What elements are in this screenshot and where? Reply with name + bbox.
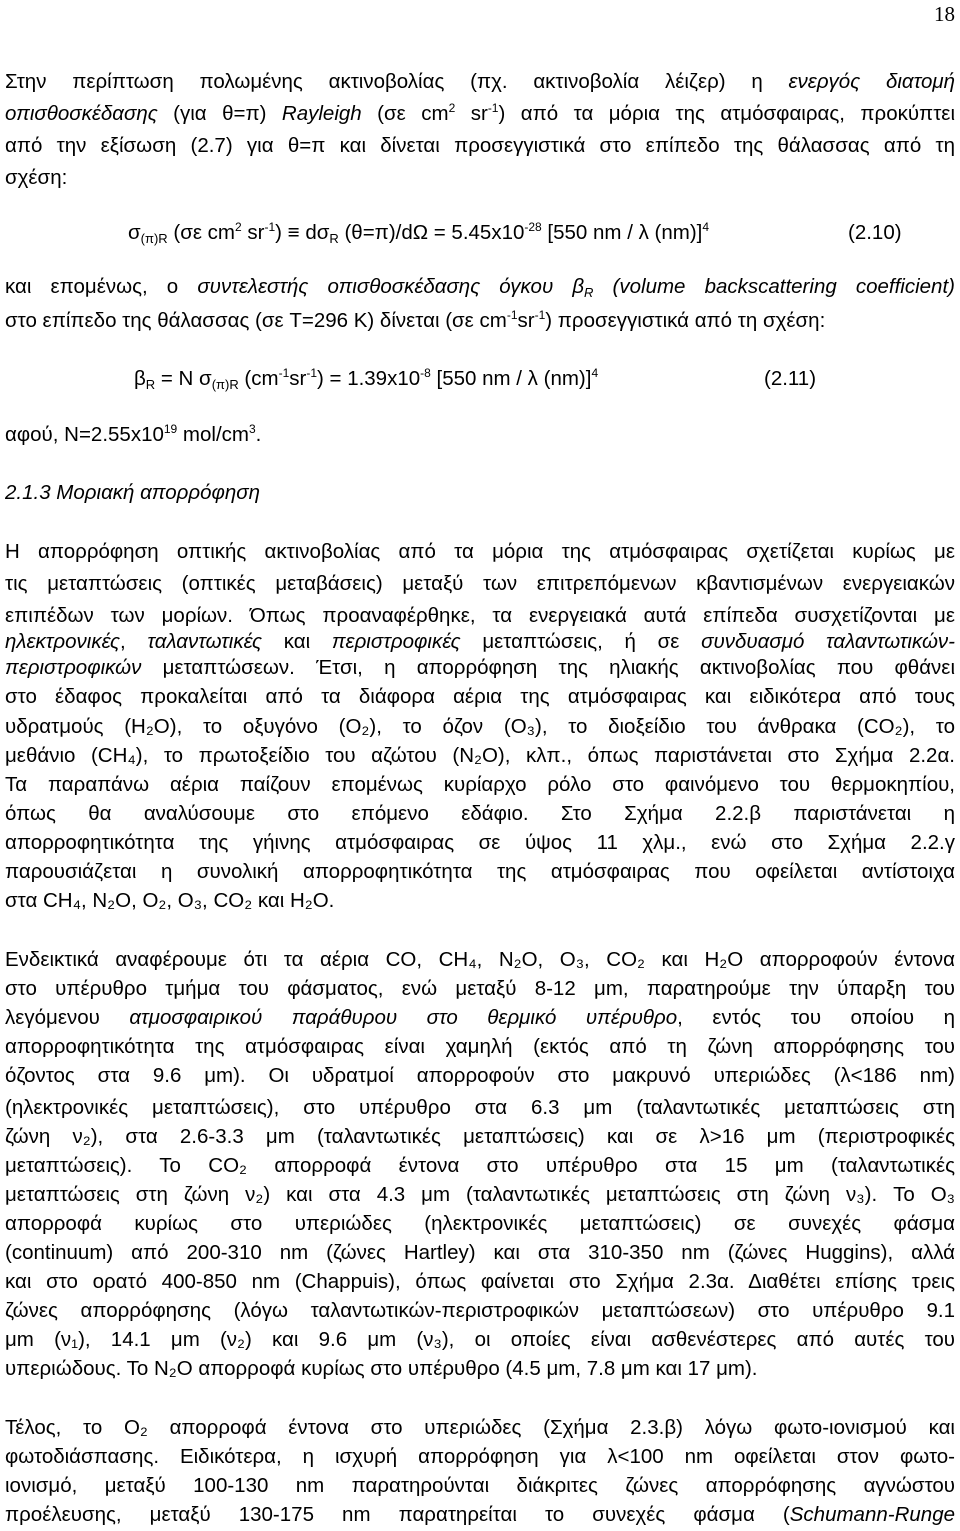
para4-line-14: μm (ν₁), 14.1 μm (ν₂) και 9.6 μm (ν₃), οι οποίες είναι ασθενέστερες από αυτές του	[5, 1328, 955, 1351]
para1-line-2: οπισθοσκέδασης (για θ=π) Rayleigh (σε $cm^2$ $sr^{-1}$) από τα μόρια της ατμόσφαιρας, προκύπτει	[5, 101, 955, 125]
equation-2-10-number: (2.10)	[848, 221, 902, 244]
para5-line-3: ιονισμό, μεταξύ 100-130 nm παρατηρούνται διάκριτες ζώνες απορρόφησης αγνώστου	[5, 1474, 955, 1497]
page-number: 18	[934, 2, 955, 26]
equation-2-11: $\beta_R = N$ $\sigma_{(\pi)R}$ $(cm^{-1}sr^{-1}) = 1.39x10^{-8}$ [550 nm / λ (nm)]$^4$	[134, 366, 599, 392]
para3-line-4: ηλεκτρονικές, ταλαντωτικές και περιστροφικές μεταπτώσεις, ή σε συνδυασμό ταλαντωτικών-	[5, 630, 955, 653]
para3-line-7: υδρατμούς (H₂O), το οξυγόνο (O₂), το όζον (O₃), το διοξείδιο του άνθρακα (CO₂), το	[5, 715, 955, 738]
para2-line-2: στο επίπεδο της θάλασσας (σε T=296 K) δίνεται (σε $cm^{-1}sr^{-1}$) προσεγγιστικά από τη σχέση:	[5, 308, 826, 332]
para4-line-13: ζώνες απορρόφησης (λόγω ταλαντωτικών-περιστροφικών μεταπτώσεων) στο υπέρυθρο 9.1	[5, 1299, 955, 1322]
para1-line-4: σχέση:	[5, 166, 68, 189]
para3-line-8: μεθάνιο (CH₄), το πρωτοξείδιο του αζώτου (N₂O), κλπ., όπως παριστάνεται στο Σχήμα 2.2α.	[5, 744, 955, 767]
para4-line-10: απορροφά κυρίως στο υπεριώδες (ηλεκτρονικές μεταπτώσεις) σε συνεχές φάσμα	[5, 1212, 955, 1235]
para1-line-3: από την εξίσωση (2.7) για θ=π και δίνεται προσεγγιστικά στο επίπεδο της θάλασσας από τη	[5, 134, 955, 157]
para3-line-11: απορροφητικότητα της γήινης ατμόσφαιρας σε ύψος 11 χλμ., ενώ στο Σχήμα 2.2.γ	[5, 831, 955, 854]
para3-line-6: στο έδαφος προκαλείται από τα διάφορα αέρια της ατμόσφαιρας και ειδικότερα από τους	[5, 685, 955, 708]
where-line: αφού, $N=2.55x10^{19}$ mol/$cm^3$.	[5, 422, 262, 446]
para1-line-1: Στην περίπτωση πολωμένης ακτινοβολίας (πχ. ακτινοβολία λέιζερ) η ενεργός διατομή	[5, 70, 955, 93]
para4-line-2: στο υπέρυθρο τμήμα του φάσματος, ενώ μεταξύ 8-12 μm, παρατηρούμε την ύπαρξη του	[5, 977, 955, 1000]
para4-line-15: υπεριώδους. Το N₂O απορροφά κυρίως στο υπέρυθρο (4.5 μm, 7.8 μm και 17 μm).	[5, 1357, 758, 1380]
para3-line-3: επιπέδων των μορίων. Όπως προαναφέρθηκε, τα ενεργειακά αυτά επίπεδα συσχετίζονται με	[5, 604, 955, 627]
para3-line-10: όπως θα αναλύσουμε στο επόμενο εδάφιο. Στο Σχήμα 2.2.β παριστάνεται η	[5, 802, 955, 825]
para3-line-12: παρουσιάζεται η συνολική απορροφητικότητα της ατμόσφαιρας που οφείλεται αντίστοιχα	[5, 860, 955, 883]
para4-line-11: (continuum) από 200-310 nm (ζώνες Hartley) και στα 310-350 nm (ζώνες Huggins), αλλά	[5, 1241, 955, 1264]
equation-2-10: $\sigma_{(\pi)R}$ (σε $cm^2$ $sr^{-1}) \equiv d\sigma_R$ $(\theta=\pi)/d\Omega = 5.45x10^{-28}$ [550 nm / λ (nm)]$^4$	[128, 220, 710, 246]
para4-line-9: μεταπτώσεις στη ζώνη ν₂) και στα 4.3 μm (ταλαντωτικές μεταπτώσεις στη ζώνη ν₃). Το O₃	[5, 1183, 955, 1206]
para3-line-9: Τα παραπάνω αέρια παίζουν επομένως κυρίαρχο ρόλο στο φαινόμενο του θερμοκηπίου,	[5, 773, 955, 796]
para3-line-1: Η απορρόφηση οπτικής ακτινοβολίας από τα μόρια της ατμόσφαιρας σχετίζεται κυρίως με	[5, 540, 955, 563]
para4-line-5: όζοντος στα 9.6 μm). Οι υδρατμοί απορροφούν στο μακρυνό υπεριώδες (λ<186 nm)	[5, 1064, 955, 1087]
para4-line-4: απορροφητικότητα της ατμόσφαιρας είναι χαμηλή (εκτός από τη ζώνη απορρόφησης του	[5, 1035, 955, 1058]
para4-line-6: (ηλεκτρονικές μεταπτώσεις), στο υπέρυθρο στα 6.3 μm (ταλαντωτικές μεταπτώσεις στη	[5, 1096, 955, 1119]
para4-line-8: μεταπτώσεις). Το CO₂ απορροφά έντονα στο υπέρυθρο στα 15 μm (ταλαντωτικές	[5, 1154, 955, 1177]
para3-line-5: περιστροφικών μεταπτώσεων. Έτσι, η απορρόφηση της ηλιακής ακτινοβολίας που φθάνει	[5, 656, 955, 679]
para3-line-2: τις μεταπτώσεις (οπτικές μεταβάσεις) μεταξύ των επιτρεπόμενων κβαντισμένων ενεργειακών	[5, 572, 955, 595]
para5-line-4: προέλευσης, μεταξύ 130-175 nm παρατηρείται το συνεχές φάσμα (Schumann-Runge	[5, 1503, 955, 1526]
para3-line-13: στα CH₄, N₂O, O₂, O₃, CO₂ και H₂O.	[5, 889, 335, 912]
section-heading: 2.1.3 Μοριακή απορρόφηση	[5, 481, 260, 504]
para4-line-7: ζώνη ν₂), στα 2.6-3.3 μm (ταλαντωτικές μεταπτώσεις) και σε λ>16 μm (περιστροφικές	[5, 1125, 955, 1148]
para2-line-1: και επομένως, ο συντελεστής οπισθοσκέδασης όγκου $\beta_R$ (volume backscattering coefficient)	[5, 275, 955, 300]
para4-line-1: Ενδεικτικά αναφέρουμε ότι τα αέρια CO, CH₄, N₂O, O₃, CO₂ και H₂O απορροφούν έντονα	[5, 948, 955, 971]
equation-2-11-number: (2.11)	[764, 367, 817, 390]
para4-line-3: λεγόμενου ατμοσφαιρικού παράθυρου στο θερμικό υπέρυθρο, εντός του οποίου η	[5, 1006, 955, 1029]
para5-line-1: Τέλος, το O₂ απορροφά έντονα στο υπεριώδες (Σχήμα 2.3.β) λόγω φωτο-ιονισμού και	[5, 1416, 955, 1439]
para5-line-2: φωτοδιάσπασης. Ειδικότερα, η ισχυρή απορρόφηση για λ<100 nm οφείλεται στον φωτο-	[5, 1445, 955, 1468]
para4-line-12: και στο ορατό 400-850 nm (Chappuis), όπως φαίνεται στο Σχήμα 2.3α. Διαθέτει επίσης τρεις	[5, 1270, 955, 1293]
